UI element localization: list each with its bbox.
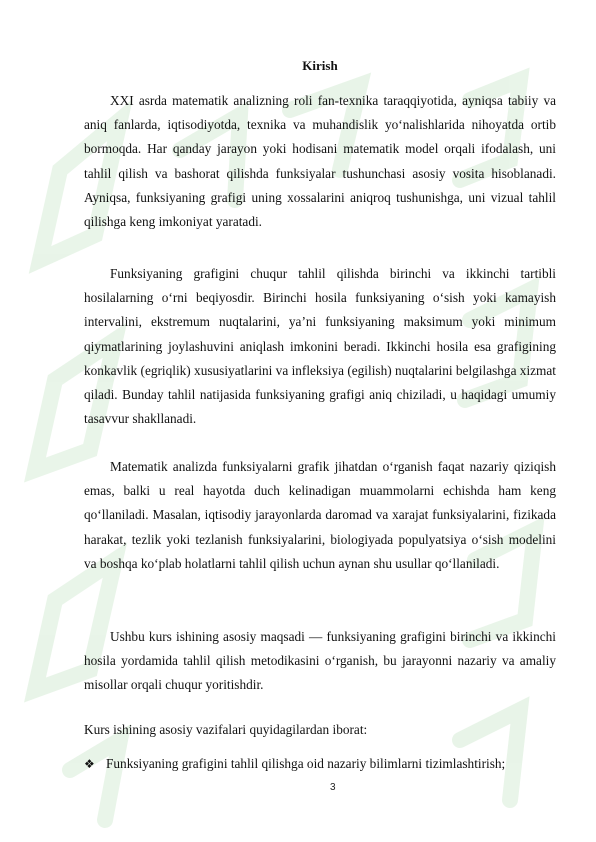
bullet-item-text: Funksiyaning grafigini tahlil qilishga oid nazariy bilimlarni tizimlashtirish;	[106, 756, 506, 771]
bullet-item	[84, 752, 564, 776]
paragraph-4: Ushbu kurs ishining asosiy maqsadi — funksiyaning grafigini birinchi va ikkinchi hosila yordamida tahlil qilish metodikasini o‘rganish, bu jarayonni nazariy va amaliy misollar orqali chuqur yoritishdir.	[84, 629, 556, 693]
page-number: 3	[330, 782, 336, 793]
tasks-intro: Kurs ishining asosiy vazifalari quyidagilardan iborat:	[84, 722, 368, 737]
paragraph-1: XXI asrda matematik analizning roli fan-texnika taraqqiyotida, ayniqsa tabiiy va aniq fanlarda, iqtisodiyotda, texnika va muhandislik yo‘nalishlarida nihoyatda ortib bormoqda. Har qanday jarayon yoki hodisani matematik model orqali ifodalash, uni tahlil qilish va bashorat qilishda funksiyalar tushunchasi asosiy vosita hisoblanadi. Ayniqsa, funksiyaning grafigi uning xossalarini aniqroq tushunishga, uni vizual tahlil qilishga keng imkoniyat yaratadi.	[84, 93, 556, 230]
diamond-bullet-icon: ❖	[84, 757, 95, 771]
page-title: Kirish	[302, 58, 338, 73]
paragraph-3: Matematik analizda funksiyalarni grafik jihatdan o‘rganish faqat nazariy qiziqish emas, balki u real hayotda duch kelinadigan muammolarni echishda ham keng qo‘llaniladi. Masalan, iqtisodiy jarayonlarda daromad va xarajat funksiyalarini, fizikada harakat, tezlik yoki tezlanish funksiyalarini, biologiyada populyatsiya o‘sish modelini va boshqa ko‘plab holatlarni tahlil qilish uchun aynan shu usullar qo‘llaniladi.	[84, 459, 556, 571]
paragraph-2: Funksiyaning grafigini chuqur tahlil qilishda birinchi va ikkinchi tartibli hosilalarning o‘rni beqiyosdir. Birinchi hosila funksiyaning o‘sish yoki kamayish intervalini, ekstremum nuqtalarini, ya’ni funksiyaning maksimum yoki minimum qiymatlarining joylashuvini aniqlash imkonini beradi. Ikkinchi hosila esa grafigining konkavlik (egriqlik) xususiyatlarini va infleksiya (egilish) nuqtalarini belgilashga xizmat qiladi. Bunday tahlil natijasida funksiyaning grafigi aniq chiziladi, u haqidagi umumiy tasavvur shakllanadi.	[84, 266, 556, 427]
